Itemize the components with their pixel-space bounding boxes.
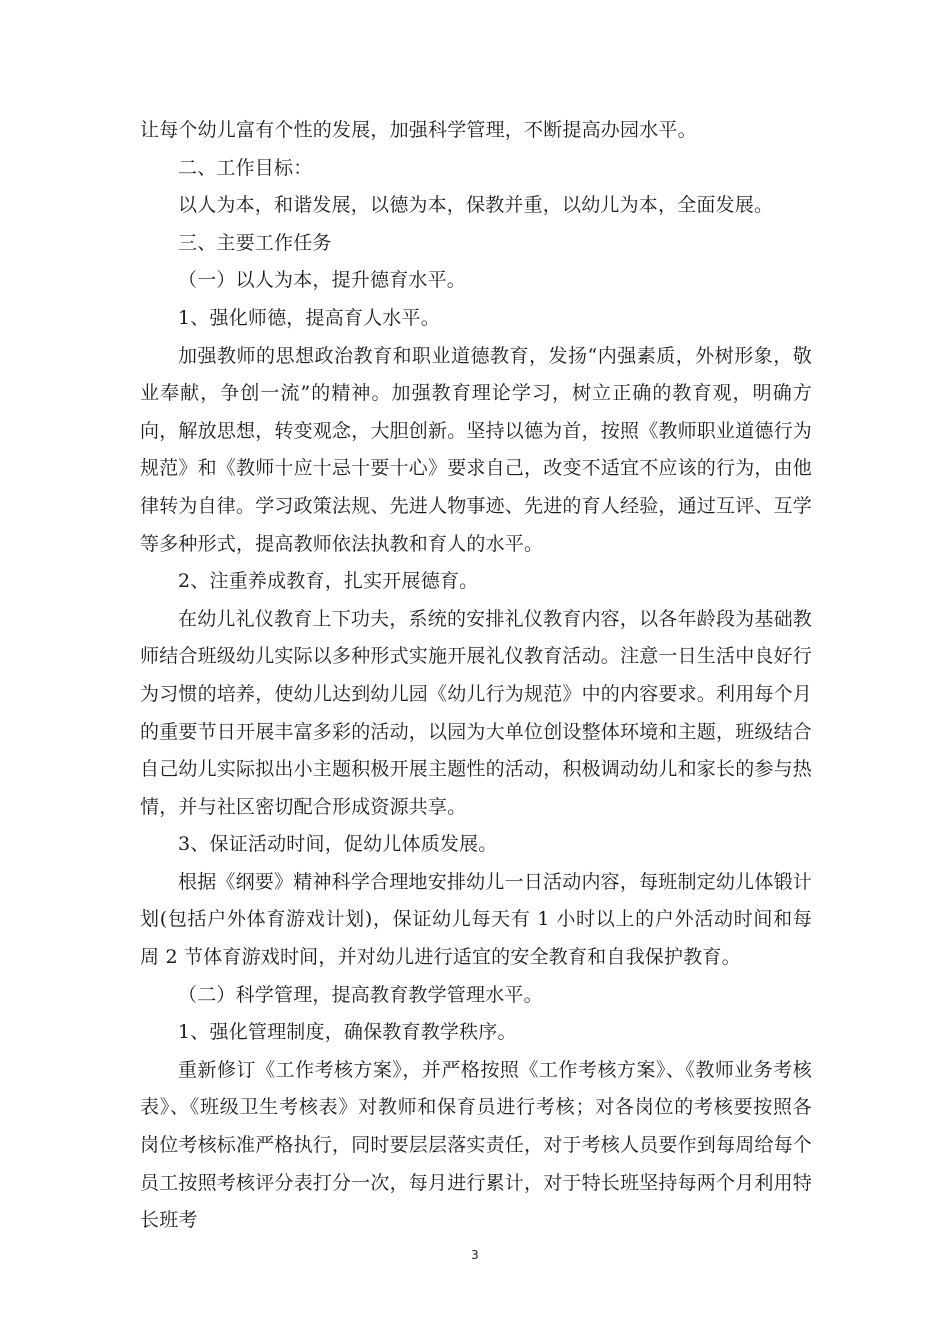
item-heading: 2、注重养成教育，扎实开展德育。 [178, 570, 479, 593]
paragraph: 重新修订《工作考核方案》，并严格按照《工作考核方案》、《教师业务考核表》、《班级卫生考核表》对教师和保育员进行考核；对各岗位的考核要按照各岗位考核标准严格执行，同时要层层落实责任，对于考核人员要作到每周给每个员工按照考核评分表打分一次，每月进行累计，对于特长班坚持每两个月利用特长班考 [140, 1058, 813, 1232]
item-heading: 3、保证活动时间，促幼儿体质发展。 [178, 833, 498, 856]
page-number: 3 [471, 1248, 479, 1262]
subsection-heading: （一）以人为本，提升德育水平。 [178, 269, 467, 292]
item-heading: 1、强化管理制度，确保教育教学秩序。 [178, 1021, 517, 1044]
paragraph: 让每个幼儿富有个性的发展，加强科学管理，不断提高办园水平。 [140, 119, 697, 141]
paragraph: 以人为本，和谐发展，以德为本，保教并重，以幼儿为本，全面发展。 [178, 194, 774, 217]
subsection-heading: （二）科学管理，提高教育教学管理水平。 [178, 983, 543, 1006]
document-body [140, 112, 812, 1240]
paragraph: 根据《纲要》精神科学合理地安排幼儿一日活动内容，每班制定幼儿体锻计划(包括户外体育游戏计划)，保证幼儿每天有 1 小时以上的户外活动时间和每周 2 节体育游戏时间，并对幼儿进行适宜的安全教育和自我保护教育。 [140, 870, 812, 969]
paragraph: 在幼儿礼仪教育上下功夫，系统的安排礼仪教育内容，以各年龄段为基础教师结合班级幼儿实际以多种形式实施开展礼仪教育活动。注意一日生活中良好行为习惯的培养，使幼儿达到幼儿园《幼儿行为规范》中的内容要求。利用每个月的重要节日开展丰富多彩的活动，以园为大单位创设整体环境和主题，班级结合自己幼儿实际拟出小主题积极开展主题性的活动，积极调动幼儿和家长的参与热情，并与社区密切配合形成资源共享。 [140, 607, 813, 818]
section-heading: 三、主要工作任务 [178, 231, 332, 254]
section-heading: 二、工作目标： [178, 156, 313, 179]
paragraph: 加强教师的思想政治教育和职业道德教育，发扬“内强素质，外树形象，敬业奉献，争创一流”的精神。加强教育理论学习，树立正确的教育观，明确方向，解放思想，转变观念，大胆创新。坚持以德为首，按照《教师职业道德行为规范》和《教师十应十忌十要十心》要求自己，改变不适宜不应该的行为，由他律转为自律。学习政策法规、先进人物事迹、先进的育人经验，通过互评、互学等多种形式，提高教师依法执教和育人的水平。 [140, 344, 813, 555]
item-heading: 1、强化师德，提高育人水平。 [178, 306, 440, 329]
